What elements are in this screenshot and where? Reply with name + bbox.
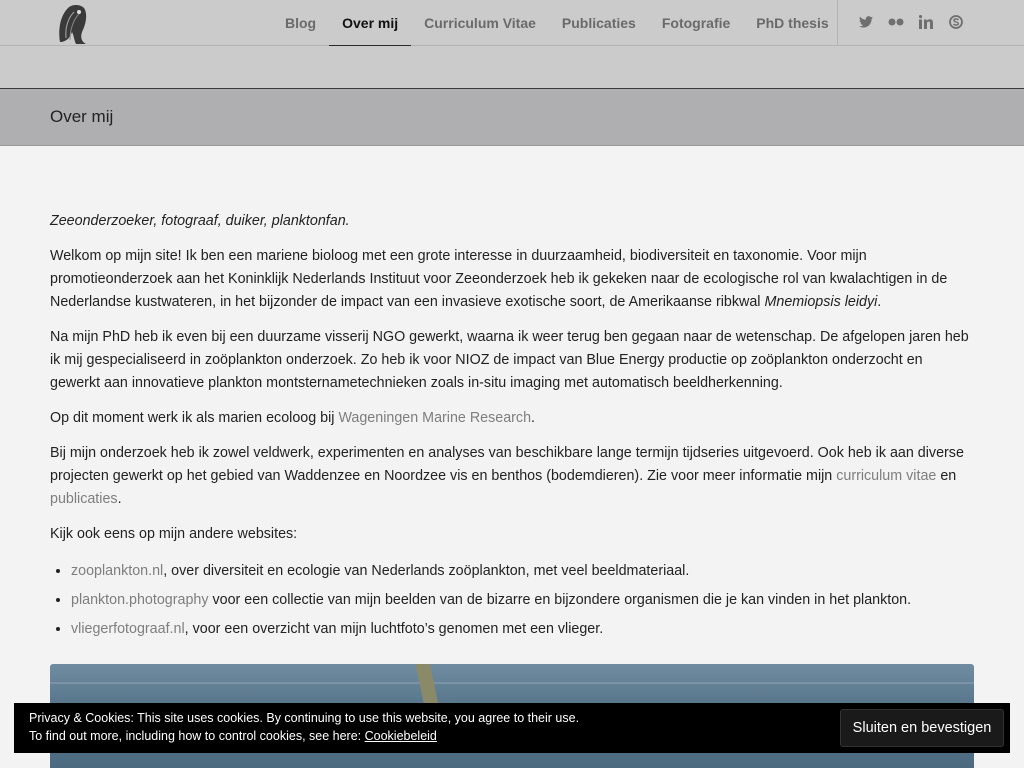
cookie-accept-button[interactable]: Sluiten en bevestigen bbox=[840, 709, 1004, 747]
websites-intro: Kijk ook eens op mijn andere websites: bbox=[50, 526, 298, 542]
site-header bbox=[0, 0, 1024, 46]
main-content bbox=[50, 210, 974, 647]
linkedin-icon[interactable] bbox=[916, 12, 936, 32]
link-vliegerfotograaf[interactable]: vliegerfotograaf.nl bbox=[71, 621, 185, 637]
nav-divider bbox=[837, 0, 838, 46]
cookie-policy-link[interactable]: Cookiebeleid bbox=[364, 729, 437, 743]
link-publicaties[interactable]: publicaties bbox=[50, 491, 118, 507]
nav-item-fotografie[interactable]: Fotografie bbox=[661, 15, 731, 31]
title-bar bbox=[0, 89, 1024, 146]
nav-item-over-mij[interactable]: Over mij bbox=[329, 0, 411, 46]
research-paragraph: Bij mijn onderzoek heb ik zowel veldwerk, experimenten en analyses van beschikbare lange termijn tijdseries uitgevoerd. Ook heb ik aan diverse projecten gewerkt op het gebied van Waddenzee en Noordzee vis en benthos (bodemdieren). Zie voor meer informatie mijn curriculum vitae en publicaties. bbox=[50, 445, 964, 507]
list-item: • plankton.photography voor een collectie van mijn beelden van de bizarre en bijzondere organismen die je kan vinden in het plankton. bbox=[71, 589, 974, 612]
header-subbar bbox=[0, 46, 1024, 89]
websites-list bbox=[71, 560, 974, 641]
link-plankton-photography[interactable]: plankton.photography bbox=[71, 592, 209, 608]
cookie-banner bbox=[14, 703, 1010, 753]
intro-paragraph: Welkom op mijn site! Ik ben een mariene bioloog met een grote interesse in duurzaamheid, biodiversiteit en taxonomie. Voor mijn promotieonderzoek aan het Koninklijk Nederlands Instituut voor Zeeonderzoek heb ik gekeken naar de ecologische rol van kwalachtigen in de Nederlandse kustwateren, in het bijzonder de impact van een invasieve exotische soort, de Amerikaanse ribkwal Mnemiopsis leidyi. bbox=[50, 248, 948, 310]
social-links bbox=[856, 12, 966, 32]
site-logo[interactable] bbox=[52, 2, 92, 44]
tagline: Zeeonderzoeker, fotograaf, duiker, planktonfan. bbox=[50, 213, 350, 229]
cookie-text: Privacy & Cookies: This site uses cookies. By continuing to use this website, you agree to their use. To find out more, including how to control cookies, see here: Cookiebeleid bbox=[29, 711, 580, 743]
main-nav bbox=[272, 0, 842, 46]
link-curriculum-vitae[interactable]: curriculum vitae bbox=[836, 468, 937, 484]
species-name: Mnemiopsis leidyi bbox=[764, 294, 878, 310]
link-zooplankton[interactable]: zooplankton.nl bbox=[71, 563, 164, 579]
nav-item-phd-thesis[interactable]: PhD thesis bbox=[756, 15, 829, 31]
link-wageningen-marine-research[interactable]: Wageningen Marine Research bbox=[338, 410, 532, 426]
list-item: • vliegerfotograaf.nl, voor een overzicht van mijn luchtfoto’s genomen met een vlieger. bbox=[71, 618, 974, 641]
phd-paragraph: Na mijn PhD heb ik even bij een duurzame visserij NGO gewerkt, waarna ik weer terug ben gegaan naar de wetenschap. De afgelopen jaren heb ik mij gespecialiseerd in zoöplankton onderzoek. Zo heb ik voor NIOZ de impact van Blue Energy productie op zoöplankton onderzocht en gewerkt aan innovatieve plankton montsternametechnieken zoals in-situ imaging met automatisch beeldherkenning. bbox=[50, 329, 969, 391]
nav-item-publicaties[interactable]: Publicaties bbox=[561, 15, 636, 31]
skype-icon[interactable] bbox=[946, 12, 966, 32]
flickr-icon[interactable] bbox=[886, 12, 906, 32]
page-title: Over mij bbox=[50, 107, 114, 126]
list-item: • zooplankton.nl, over diversiteit en ecologie van Nederlands zoöplankton, met veel beeldmateriaal. bbox=[71, 560, 974, 583]
twitter-icon[interactable] bbox=[856, 12, 876, 32]
current-work-paragraph: Op dit moment werk ik als marien ecoloog bij Wageningen Marine Research. bbox=[50, 410, 536, 426]
nav-item-blog[interactable]: Blog bbox=[285, 15, 317, 31]
nav-item-curriculum-vitae[interactable]: Curriculum Vitae bbox=[424, 15, 536, 31]
